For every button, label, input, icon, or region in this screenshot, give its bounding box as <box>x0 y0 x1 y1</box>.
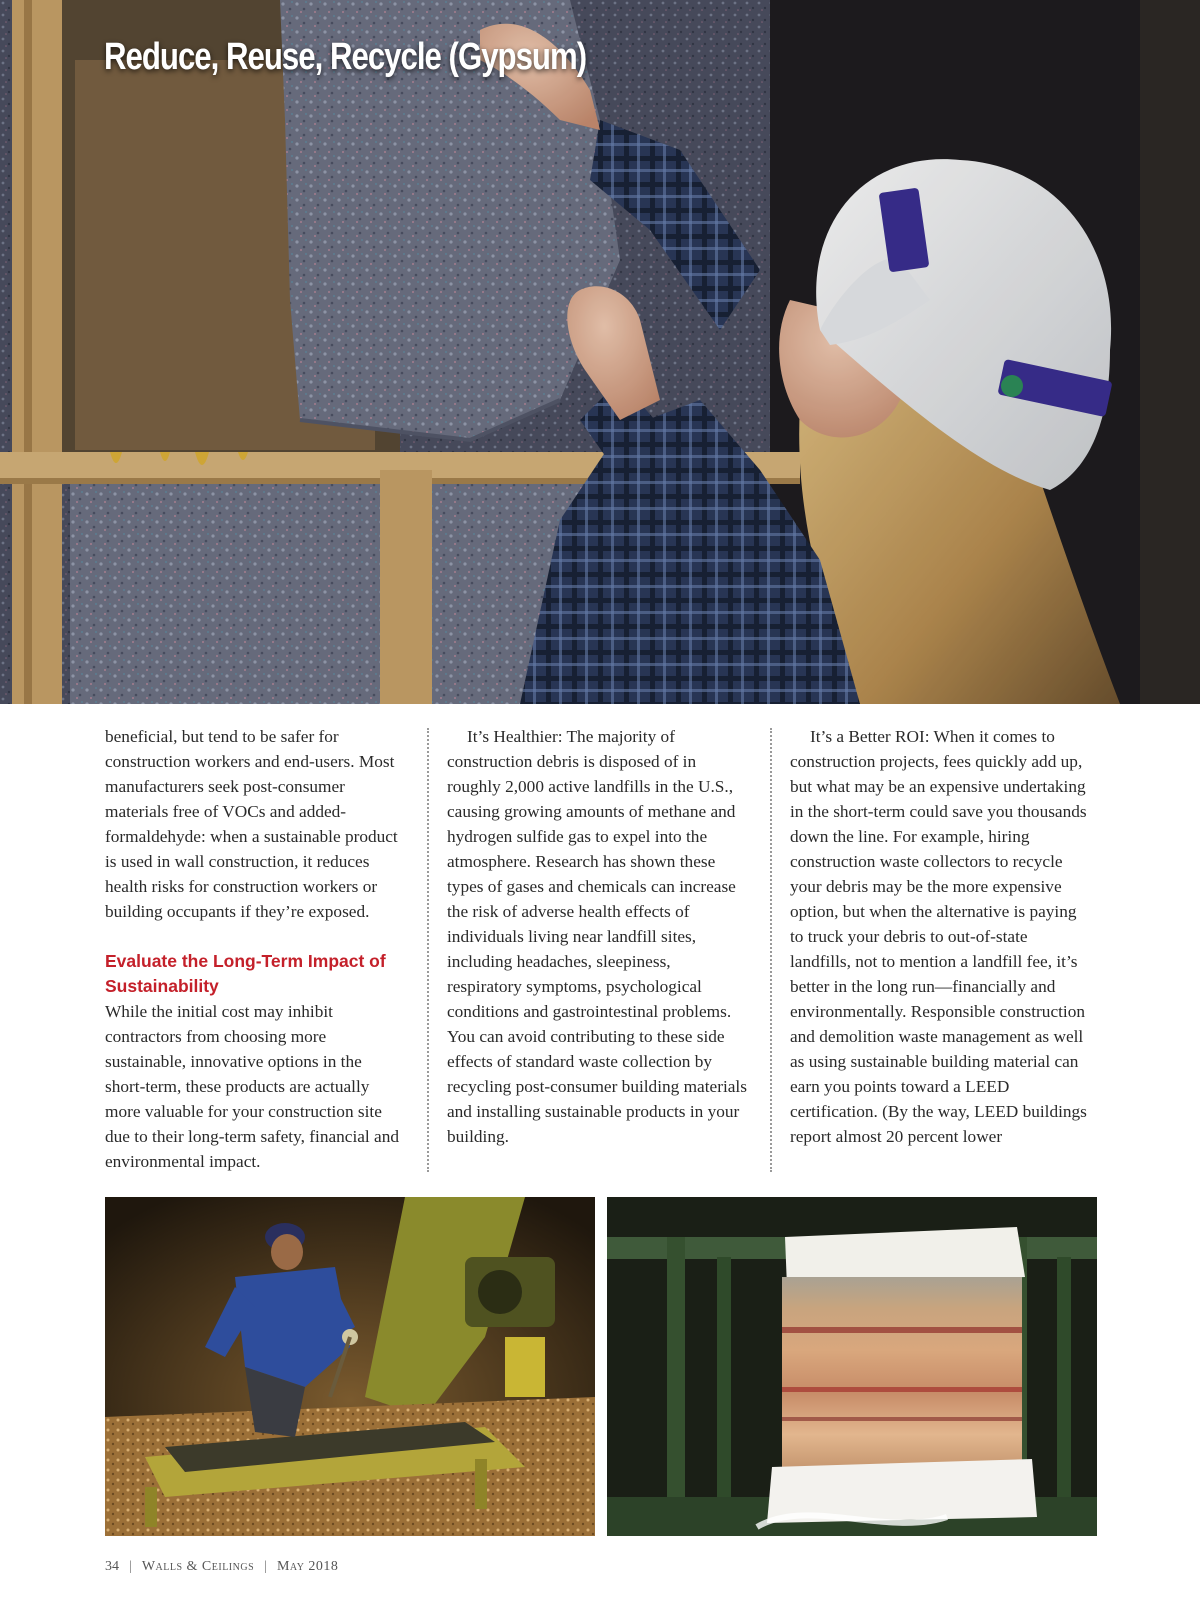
text-column-1 <box>105 724 405 1174</box>
publication-name: Walls & Ceilings <box>141 1559 255 1574</box>
body-paragraph: beneficial, but tend to be safer for construction workers and end-users. Most manufacturers seek post-consumer materials free of VOCs and added-formaldehyde: when a sustainable product is used in wall construction, it reduces health risks for construction workers or building occupants if they’re exposed. <box>105 727 398 921</box>
column-divider <box>427 728 429 1172</box>
column-divider <box>770 728 772 1172</box>
body-paragraph: It’s Healthier: The majority of construction debris is disposed of in roughly 2,000 active landfills in the U.S., causing growing amounts of methane and hydrogen sulfide gas to expel into the atmosphere. Research has shown these types of gases and chemicals can increase the risk of adverse health effects of individuals living near landfill sites, including headaches, sleepiness, respiratory symptoms, psychological conditions and gastrointestinal problems. You can avoid contributing to these side effects of standard waste collection by recycling post-consumer building materials and installing sustainable products in your building. <box>447 727 747 1146</box>
photo-textile-bale <box>607 1197 1097 1536</box>
footer-separator: | <box>129 1559 132 1574</box>
page-number: 34 <box>105 1559 119 1574</box>
bale-photo-illustration <box>607 1197 1097 1536</box>
text-column-3 <box>790 724 1090 1149</box>
hero-photo-illustration <box>0 0 1200 704</box>
page-footer <box>105 1559 338 1575</box>
footer-separator: | <box>264 1559 267 1574</box>
body-paragraph: It’s a Better ROI: When it comes to construction projects, fees quickly add up, but what may be an expensive undertaking in the short-term could save you thousands down the line. For example, hiring construction waste collectors to recycle your debris may be the more expensive option, but when the alternative is paying to truck your debris to out-of-state landfills, not to mention a landfill fee, it’s better in the long run—financially and environmentally. Responsible construction and demolition waste management as well as using sustainable building material can earn you points toward a LEED certification. (By the way, LEED buildings report almost 20 percent lower <box>790 727 1087 1146</box>
issue-date: May 2018 <box>276 1559 339 1574</box>
photo-recycling-conveyor <box>105 1197 595 1536</box>
section-subhead: Evaluate the Long-Term Impact of Sustainability <box>105 951 386 996</box>
conveyor-photo-illustration <box>105 1197 595 1536</box>
text-column-2 <box>447 724 747 1149</box>
hero-photo <box>0 0 1200 704</box>
body-paragraph: While the initial cost may inhibit contractors from choosing more sustainable, innovative options in the short-term, these products are actually more valuable for your construction site due to their long-term safety, financial and environmental impact. <box>105 1002 399 1171</box>
page-title: Reduce, Reuse, Recycle (Gypsum) <box>104 36 587 78</box>
